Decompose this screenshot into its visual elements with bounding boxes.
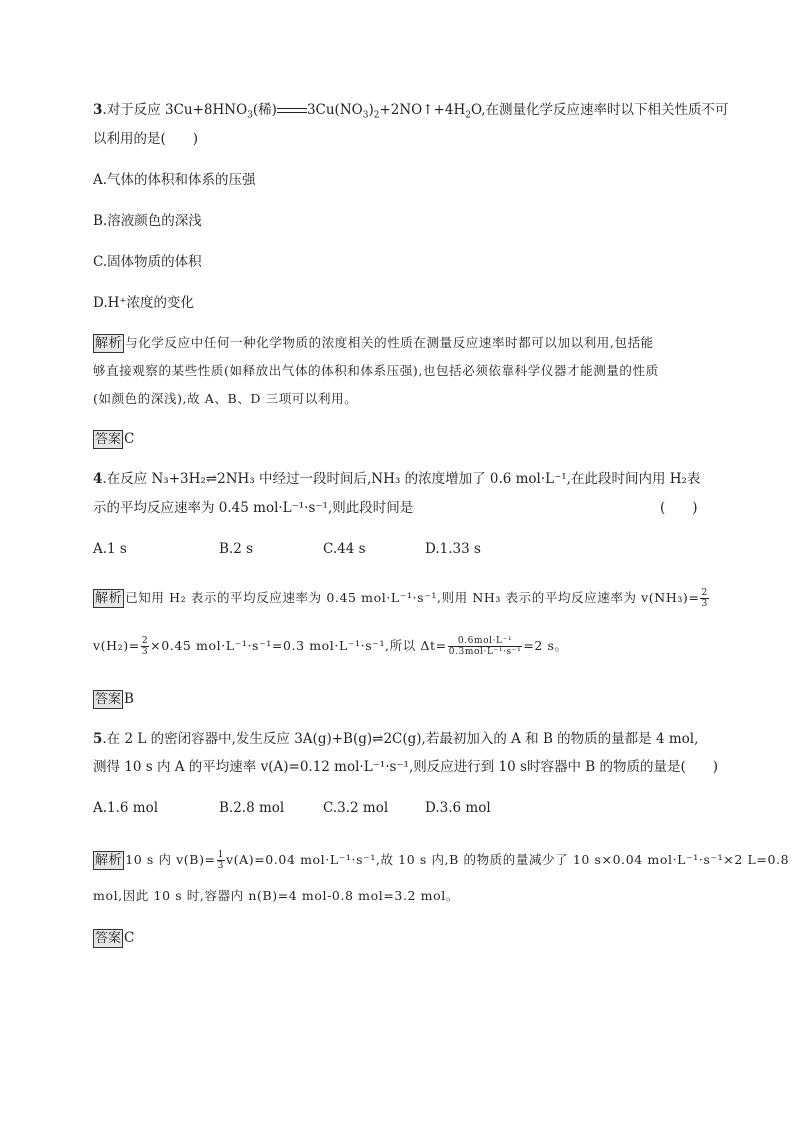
q4-option-c: C.44 s [323,541,366,557]
q4-option-b: B.2 s [219,541,254,557]
analysis-tag: 解析 [95,853,123,868]
q3-option-c: C.固体物质的体积 [93,254,202,270]
q4-option-d: D.1.33 s [425,541,481,557]
answer-tag: 答案 [95,692,122,707]
q5-option-c: C.3.2 mol [323,800,389,816]
fraction: $\frac{2}{3}$ [141,636,149,657]
q3-analysis-line2: 够直接观察的某些性质(如释放出气体的体积和体系压强),也包括必须依靠科学仪器才能测量的性质 [93,363,659,378]
fraction: $\frac{1}{3}$ [217,850,224,871]
q3-number: 3 [93,102,103,118]
q4-option-a: A.1 s [93,541,127,557]
answer-tag: 答案 [95,432,122,447]
q5-option-a: A.1.6 mol [93,800,159,816]
fraction: $\frac{2}{3}$ [701,588,708,609]
q5-number: 5 [93,731,103,747]
q3-answer: 答案 C [95,431,135,447]
q3-option-b: B.溶液颜色的深浅 [93,213,202,229]
analysis-tag: 解析 [95,591,123,606]
q5-option-b: B.2.8 mol [219,800,285,816]
q4-stem-line1: 4.在反应 N₃+3H₂⇌2NH₃ 中经过一段时间后,NH₃ 的浓度增加了 0.6 mol·L⁻¹,在此段时间内用 H₂表 [93,471,701,487]
q5-analysis-line1: 解析 10 s 内 v(B)= $\frac{1}{3}$ v(A)=0.04 mol·L⁻¹·s⁻¹,故 10 s 内,B 的物质的量减少了 10 s×0.04 mol·L⁻¹·s⁻¹×2 L=0.8 [95,850,790,871]
equals-sign-icon [277,106,307,116]
q5-stem-line2: 测得 10 s 内 A 的平均速率 v(A)=0.12 mol·L⁻¹·s⁻¹,则反应进行到 10 s时容器中 B 的物质的量是( ) [93,759,718,775]
q3-analysis-line3: (如颜色的深浅),故 A、B、D 三项可以利用。 [93,391,358,406]
q5-analysis-line2: mol,因此 10 s 时,容器内 n(B)=4 mol-0.8 mol=3.2 mol。 [93,888,459,903]
q4-analysis-line2: v(H₂)= $\frac{2}{3}$ ×0.45 mol·L⁻¹·s⁻¹=0.3 mol·L⁻¹·s⁻¹,所以 Δt= $\frac{\text{0.6mol·L⁻¹}}{\text{0.3mol·L⁻¹·s⁻¹}}$ =2 s。 [93,636,568,657]
q3-stem-line2: 以利用的是( ) [93,131,199,147]
q5-answer: 答案 C [95,930,135,946]
q3-stem-line1: 3.对于反应 $3Cu+8HNO_3$(稀) $3Cu(NO_3)_2+2NO↑+4H_2O$,在测量化学反应速率时以下相关性质不可 [93,102,729,121]
q5-stem-line1: 5.在 2 L 的密闭容器中,发生反应 3A(g)+B(g)⇌2C(g),若最初加入的 A 和 B 的物质的量都是 4 mol, [93,731,699,747]
q3-analysis-line1: 解析 与化学反应中任何一种化学物质的浓度相关的性质在测量反应速率时都可以加以利用,包括能 [95,335,654,351]
q4-answer: 答案 B [95,691,134,707]
q4-number: 4 [93,471,103,487]
answer-tag: 答案 [95,931,122,946]
fraction: $\frac{\text{0.6mol·L⁻¹}}{\text{0.3mol·L⁻¹·s⁻¹}}$ [448,636,522,657]
analysis-tag: 解析 [95,336,123,351]
q3-option-a: A.气体的体积和体系的压强 [93,172,256,188]
q4-answer-blank: ( ) [660,500,698,516]
q4-stem-line2: 示的平均反应速率为 0.45 mol·L⁻¹·s⁻¹,则此段时间是 [93,500,414,516]
q3-option-d: D.H⁺浓度的变化 [93,295,195,311]
q5-option-d: D.3.6 mol [425,800,491,816]
q4-analysis-line1: 解析 已知用 H₂ 表示的平均反应速率为 0.45 mol·L⁻¹·s⁻¹,则用 NH₃ 表示的平均反应速率为 v(NH₃)= $\frac{2}{3}$ [95,588,708,609]
